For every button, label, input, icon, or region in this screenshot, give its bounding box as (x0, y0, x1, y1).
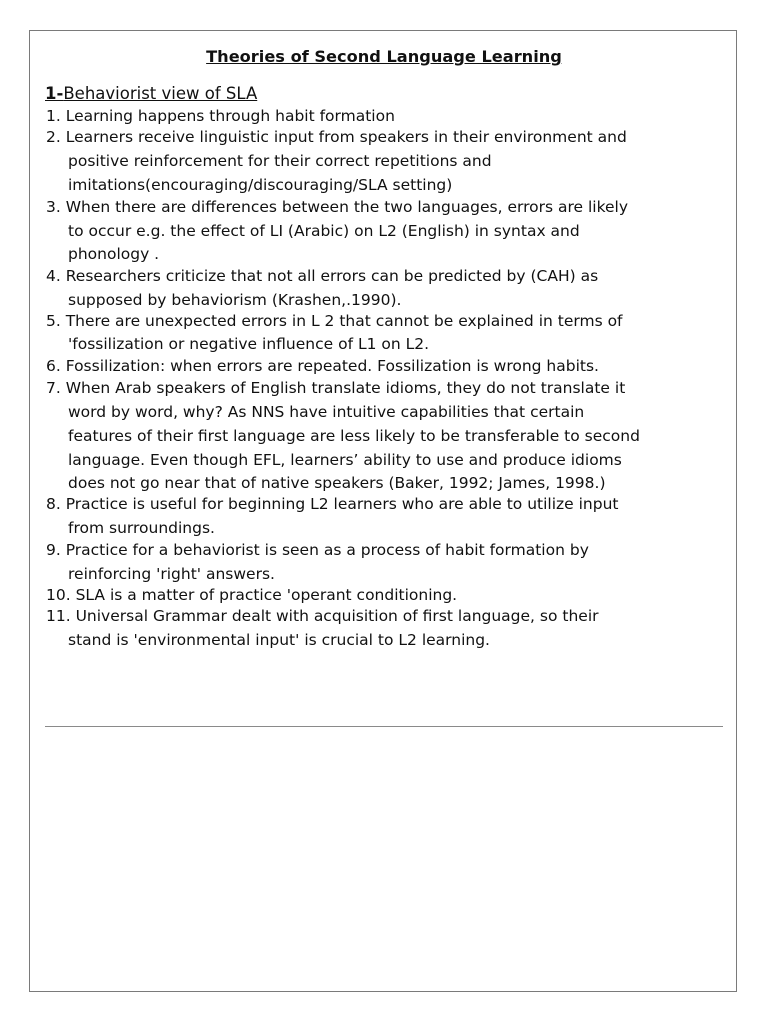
section-number: 1- (45, 84, 64, 103)
list-item-line: language. Even though EFL, learners’ ability to use and produce idioms (68, 451, 622, 469)
list-item-line: supposed by behaviorism (Krashen,.1990). (68, 291, 402, 309)
list-item-line: 11. Universal Grammar dealt with acquisition of first language, so their (46, 607, 599, 625)
list-item-line: imitations(encouraging/discouraging/SLA setting) (68, 176, 453, 194)
list-item-line: features of their first language are less likely to be transferable to second (68, 427, 640, 445)
list-item-line: 8. Practice is useful for beginning L2 learners who are able to utilize input (46, 495, 619, 513)
list-item-line: 5. There are unexpected errors in L 2 that cannot be explained in terms of (46, 312, 623, 330)
list-item-line: phonology . (68, 245, 160, 263)
list-item-line: 1. Learning happens through habit formation (46, 107, 395, 125)
list-item-line: to occur e.g. the effect of LI (Arabic) on L2 (English) in syntax and (68, 222, 580, 240)
list-item-line: word by word, why? As NNS have intuitive capabilities that certain (68, 403, 585, 421)
list-item-line: from surroundings. (68, 519, 215, 537)
list-item-line: 4. Researchers criticize that not all errors can be predicted by (CAH) as (46, 267, 599, 285)
list-item-line: reinforcing 'right' answers. (68, 565, 275, 583)
list-item-line: 7. When Arab speakers of English translate idioms, they do not translate it (46, 379, 626, 397)
list-item-line: 2. Learners receive linguistic input from speakers in their environment and (46, 128, 627, 146)
section-heading-label: Behaviorist view of SLA (63, 84, 258, 103)
list-item-line: 'fossilization or negative influence of L1 on L2. (68, 335, 430, 353)
list-item-line: does not go near that of native speakers (Baker, 1992; James, 1998.) (68, 474, 606, 492)
list-item-line: 10. SLA is a matter of practice 'operant conditioning. (46, 586, 458, 604)
horizontal-divider (45, 726, 723, 727)
list-item-line: 9. Practice for a behaviorist is seen as a process of habit formation by (46, 541, 589, 559)
document-title: Theories of Second Language Learning (206, 47, 562, 66)
list-item-line: 3. When there are differences between the two languages, errors are likely (46, 198, 629, 216)
list-item-line: 6. Fossilization: when errors are repeated. Fossilization is wrong habits. (46, 357, 599, 375)
section-heading (45, 84, 257, 104)
list-item-line: positive reinforcement for their correct repetitions and (68, 152, 492, 170)
list-item-line: stand is 'environmental input' is crucial to L2 learning. (68, 631, 490, 649)
